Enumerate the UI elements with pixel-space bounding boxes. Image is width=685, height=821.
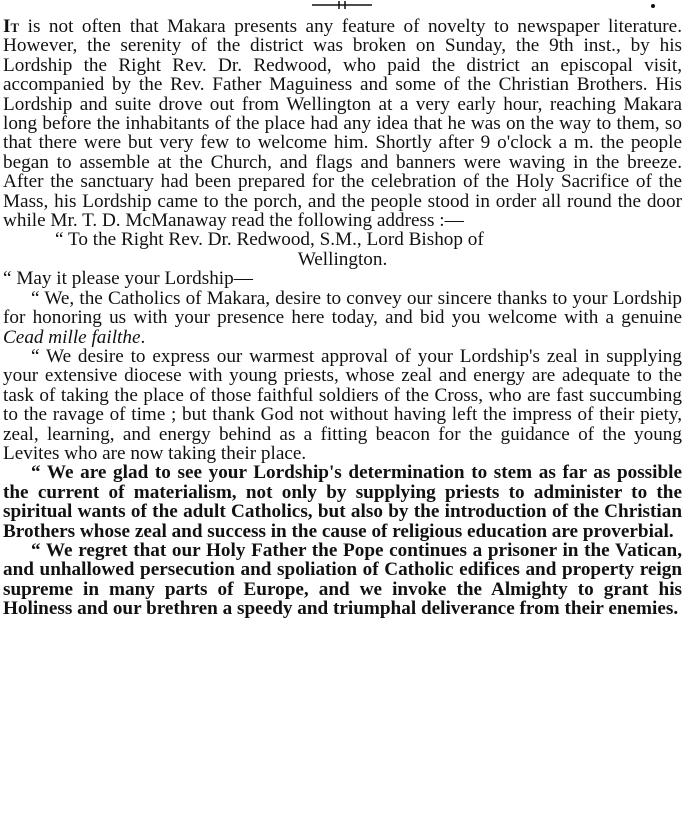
paragraph-welcome bbox=[3, 289, 682, 347]
paragraph-welcome-text: “ We, the Catholics of Makara, desire to convey our sincere thanks to your Lordship for honoring us with your presence here today, and bid you welcome with a genuine bbox=[3, 287, 682, 329]
address-heading-line2: Wellington. bbox=[297, 248, 388, 270]
paragraph-intro-text: is not often that Makara presents any feature of novelty to newspaper literature. However, the serenity of the district was broken on Sunday, the 9th inst., by his Lordship the Right Rev. Dr. Redwood, who paid the district an episcopal visit, accompanied by the Rev. Father Maguiness and some of the Christian Brothers. His Lordship and suite drove out from Wellington at a very early hour, reaching Makara long before the inhabitants of the place had any idea that he was on the way to them, so that there were but very few to welcome him. Shortly after 9 o'clock a m. the people began to assemble at the Church, and flags and banners were waving in the breeze. After the sanctuary had been prepared for the celebration of the Holy Sacrifice of the Mass, his Lordship came to the porch, and the people stood in order all round the door while Mr. T. D. McManaway read the following address :— bbox=[3, 16, 682, 232]
paragraph-intro bbox=[3, 17, 682, 230]
paragraph-priests: “ We desire to express our warmest approval of your Lordship's zeal in supplying your extensive diocese with young priests, whose zeal and energy are adequate to the task of taking the place of those faithful soldiers of the Cross, who are fast succumbing to the ravage of time ; but thank God not without having left the impress of their piety, zeal, learning, and energy behind as a fitting beacon for the guidance of the young Levites who are now taking their place. bbox=[3, 345, 682, 464]
ornament-rule-icon bbox=[312, 0, 372, 10]
address-heading-line1: “ To the Right Rev. Dr. Redwood, S.M., Lord Bishop of bbox=[55, 229, 484, 251]
irish-greeting: Cead mille failthe bbox=[3, 326, 141, 348]
article-body bbox=[3, 17, 682, 619]
paragraph-materialism: “ We are glad to see your Lordship's determination to stem as far as possible the current of materialism, not only by supplying priests to administer to the spiritual wants of the adult Catholics, but also by the introduction of the Christian Brothers whose zeal and success in the cause of religious education are proverbial. bbox=[3, 462, 682, 542]
paragraph-pope: “ We regret that our Holy Father the Pope continues a prisoner in the Vatican, and unhallowed persecution and spoliation of Catholic edifices and property reign supreme in many parts of Europe, and we invoke the Almighty to grant his Holiness and our brethren a speedy and triumphal deliverance from their enemies. bbox=[3, 539, 682, 620]
salutation: “ May it please your Lordship— bbox=[3, 268, 253, 290]
drop-word: It bbox=[3, 16, 20, 37]
speck-dot bbox=[651, 4, 655, 8]
paragraph-welcome-end: . bbox=[140, 326, 146, 348]
